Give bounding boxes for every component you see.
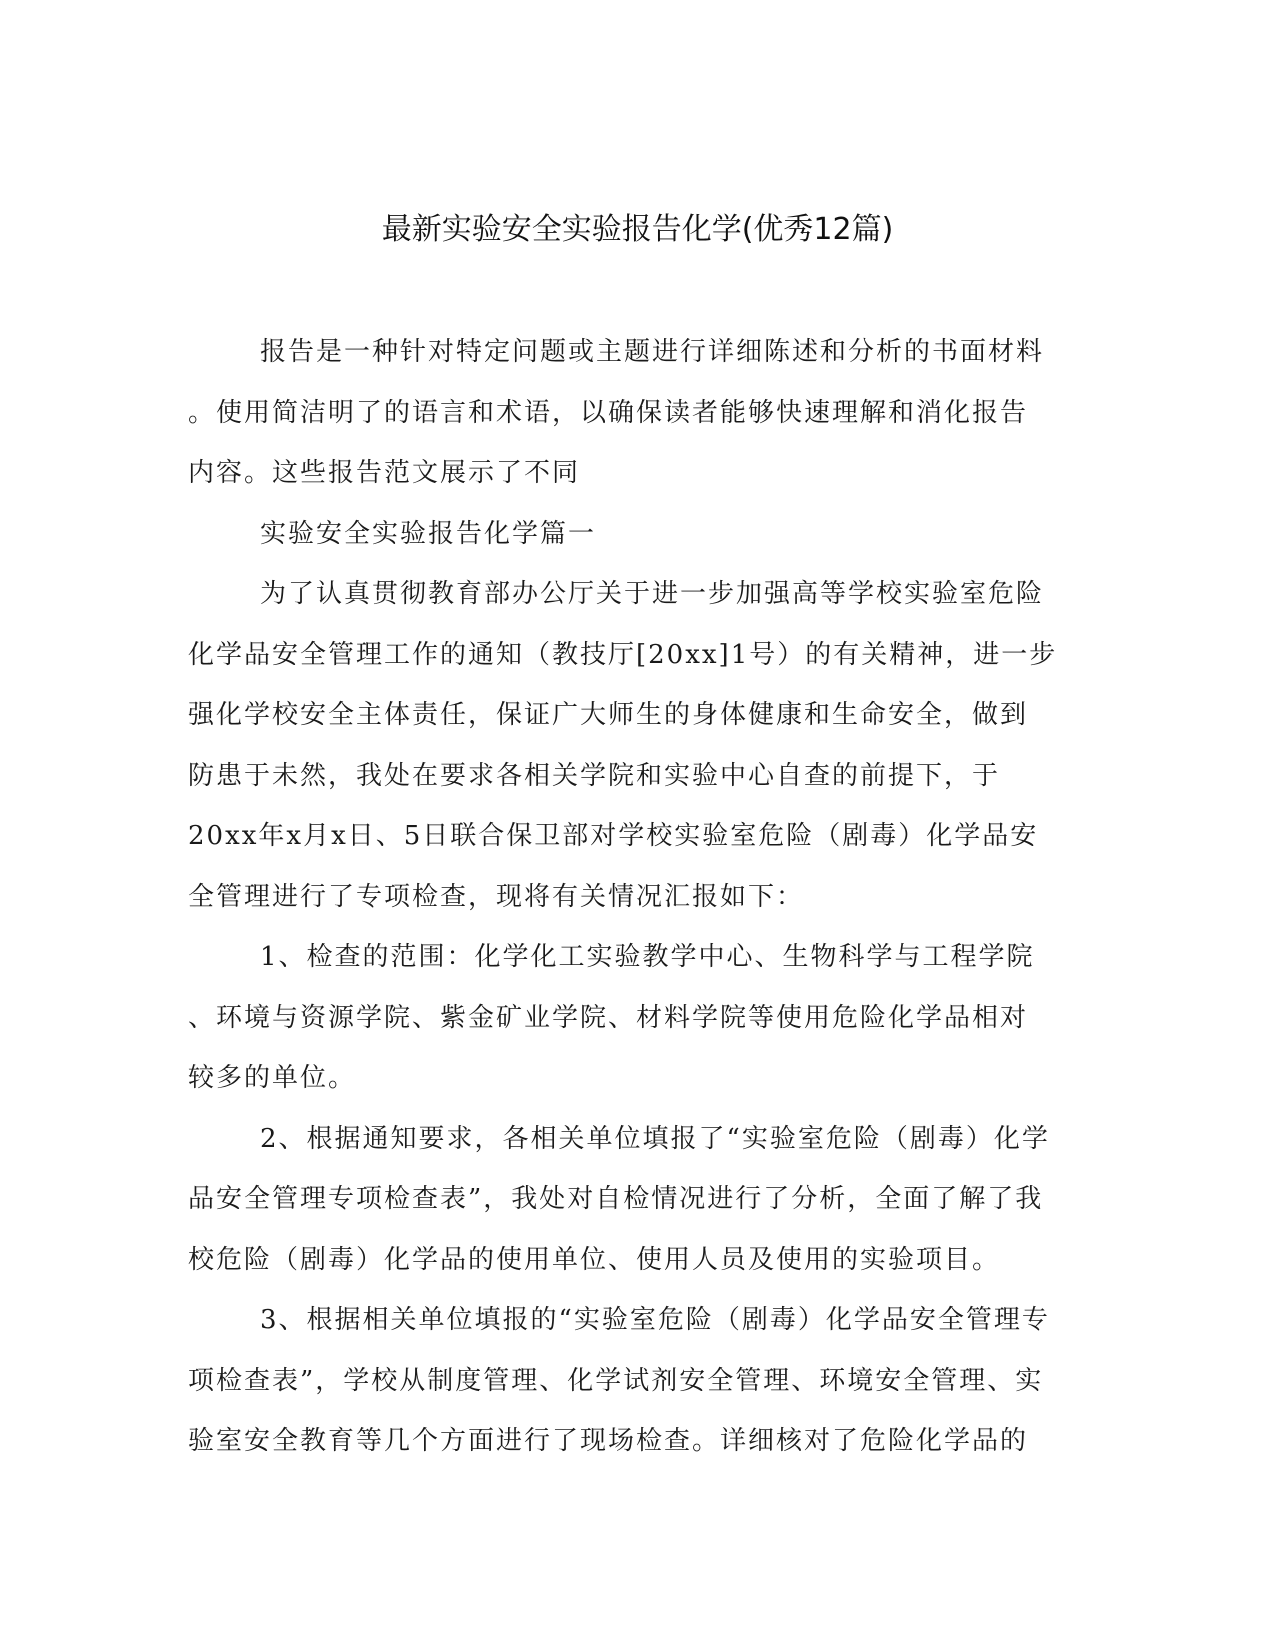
paragraph-line: 20xx年x月x日、5日联合保卫部对学校实验室危险（剧毒）化学品安 xyxy=(188,821,1039,851)
list-item-line: 校危险（剧毒）化学品的使用单位、使用人员及使用的实验项目。 xyxy=(188,1244,1001,1275)
list-item-line: 较多的单位。 xyxy=(188,1063,357,1093)
paragraph-line: 。使用简洁明了的语言和术语，以确保读者能够快速理解和消化报告 xyxy=(188,397,1029,428)
paragraph-line: 全管理进行了专项检查，现将有关情况汇报如下： xyxy=(188,881,805,912)
list-item-line: 1、检查的范围：化学化工实验教学中心、生物科学与工程学院 xyxy=(260,942,1035,972)
list-item-line: 3、根据相关单位填报的“实验室危险（剧毒）化学品安全管理专 xyxy=(260,1305,1050,1335)
document-body xyxy=(188,322,1084,1472)
document-title: 最新实验安全实验报告化学(优秀12篇) xyxy=(381,212,894,247)
paragraph-line: 化学品安全管理工作的通知（教技厅[20xx]1号）的有关精神，进一步 xyxy=(188,639,1058,670)
list-item-line: 2、根据通知要求，各相关单位填报了“实验室危险（剧毒）化学 xyxy=(260,1123,1050,1154)
list-item-line: 、环境与资源学院、紫金矿业学院、材料学院等使用危险化学品相对 xyxy=(188,1002,1029,1033)
list-item-line: 品安全管理专项检查表”，我处对自检情况进行了分析，全面了解了我 xyxy=(188,1184,1044,1214)
paragraph-line: 为了认真贯彻教育部办公厅关于进一步加强高等学校实验室危险 xyxy=(260,579,1045,609)
paragraph-line: 报告是一种针对特定问题或主题进行详细陈述和分析的书面材料 xyxy=(260,337,1045,367)
paragraph-line: 强化学校安全主体责任，保证广大师生的身体健康和生命安全，做到 xyxy=(188,700,1029,730)
list-item-line: 验室安全教育等几个方面进行了现场检查。详细核对了危险化学品的 xyxy=(188,1426,1029,1456)
section-heading: 实验安全实验报告化学篇一 xyxy=(260,518,597,549)
list-item-line: 项检查表”，学校从制度管理、化学试剂安全管理、环境安全管理、实 xyxy=(188,1365,1044,1396)
paragraph-line: 防患于未然，我处在要求各相关学院和实验中心自查的前提下，于 xyxy=(188,760,1001,791)
paragraph-line: 内容。这些报告范文展示了不同 xyxy=(188,458,581,488)
